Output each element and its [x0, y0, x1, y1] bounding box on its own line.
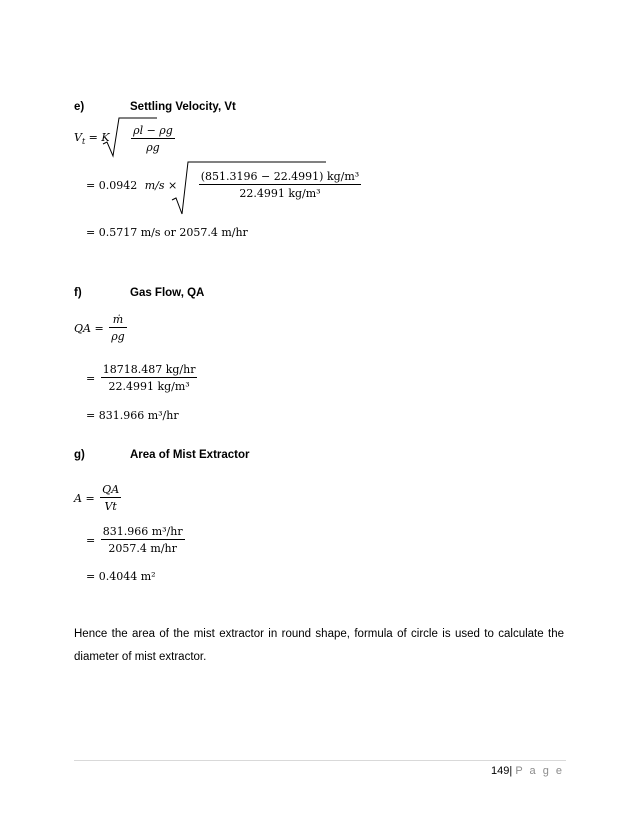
gas-flow-formula [74, 314, 127, 342]
section-e-title: Settling Velocity, Vt [130, 101, 236, 113]
section-f-title: Gas Flow, QA [130, 287, 205, 299]
section-g-label: g) [74, 449, 85, 461]
area-result: = 0.4044 m² [86, 570, 156, 583]
formula-e-numerator: ρl − ρg [133, 124, 173, 137]
page-footer [491, 765, 564, 777]
body-paragraph: Hence the area of the mist extractor in round shape, formula of circle is used to calculate the diameter of mist extractor. [74, 628, 564, 663]
gas-flow-result: = 831.966 m³/hr [86, 409, 179, 422]
settling-velocity-formula: $V_t = K$ $\frac{\rho l - \rho g}{\rho g}$ [74, 124, 173, 154]
formula-f-denominator: ρg [111, 330, 125, 343]
sub-g-denominator: 2057.4 m/hr [108, 542, 177, 555]
section-e-label: e) [74, 101, 85, 113]
formula-f-lhs: QA = [74, 321, 104, 335]
settling-velocity-result: = 0.5717 m/s or 2057.4 m/hr [86, 226, 248, 239]
page-number: 149| [491, 765, 513, 777]
footer-divider [74, 760, 566, 761]
area-formula [74, 484, 121, 512]
sub-f-numerator: 18718.487 kg/hr [102, 363, 196, 376]
area-substitution: = $\frac{\text{831.966 m³/hr}}{2057.4 m/hr}$ [86, 525, 183, 555]
radical-sign-e [103, 116, 157, 158]
section-f-label: f) [74, 287, 82, 299]
sub-e-numerator: (851.3196 − 22.4991) kg/m³ [200, 170, 360, 183]
sub-e-prefix: = 0.0942 [86, 178, 138, 192]
sub-f-denominator: 22.4991 kg/m³ [108, 380, 190, 393]
sub-e-denominator: 22.4991 kg/m³ [239, 187, 321, 200]
sub-e-unit: m/s × [144, 178, 178, 192]
formula-f-numerator: ṁ [109, 314, 127, 328]
gas-flow-substitution: = $\frac{18718.487 kg/hr}{\text{22.4991 kg/m³}}$ [86, 363, 196, 393]
sub-g-numerator: 831.966 m³/hr [102, 525, 183, 538]
section-g-title: Area of Mist Extractor [130, 449, 250, 461]
formula-e-denominator: ρg [146, 141, 160, 154]
formula-g-denominator: Vt [104, 500, 117, 513]
formula-g-numerator: QA [102, 483, 120, 496]
page-label: P a g e [515, 765, 564, 777]
formula-g-lhs: A = [74, 491, 95, 505]
radical-sign-e-sub [172, 160, 326, 216]
